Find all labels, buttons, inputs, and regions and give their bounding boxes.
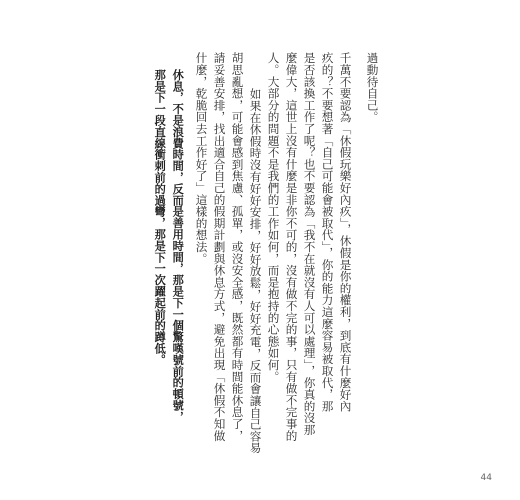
emphasis-line-1: 休息，不是浪費時間，反而是善用時間，那是下一個驚嘆號前的頓號，	[171, 69, 185, 423]
text-column-6: 人。大部分的問題不是我們的工作如何，而是抱持的心態如何。	[266, 52, 281, 383]
text-column-8: 胡思亂想，可能會感到焦慮、孤單，或沒安全感，既然都有時間能休息了，	[230, 52, 245, 442]
text-column-5: 麼偉大，這世上沒有什麼是非你不可的，沒有做不完的事，只有做不完事的	[284, 52, 299, 442]
page-number: 44	[480, 473, 492, 483]
text-column-9: 請妥善安排，找出適合自己的假期計劃與休息方式，避免出現「休假不知做	[212, 52, 227, 442]
emphasis-line-2: 那是下一段直線衝刺前的過彎，那是下一次躍起前的蹲低。	[153, 69, 167, 366]
text-column-2: 千萬不要認為「休假玩樂好內疚」，休假是你的權利，到底有什麼好內	[338, 52, 353, 412]
text-column-7: 如果在休假時沒有好好安排，好好放鬆，好好充電，反而會讓自己容易	[248, 88, 263, 454]
text-column-4: 是否該換工作了呢？也不要認為「我不在就沒有人可以處理」，你真的沒那	[302, 52, 317, 436]
text-column-10: 什麼，乾脆回去工作好了」這樣的想法。	[194, 52, 209, 265]
text-column-3: 疚的？不要想著「自己可能會被取代」，你的能力這麼容易被取代，那	[320, 52, 335, 412]
text-column-1: 過動待自己。	[365, 52, 380, 123]
